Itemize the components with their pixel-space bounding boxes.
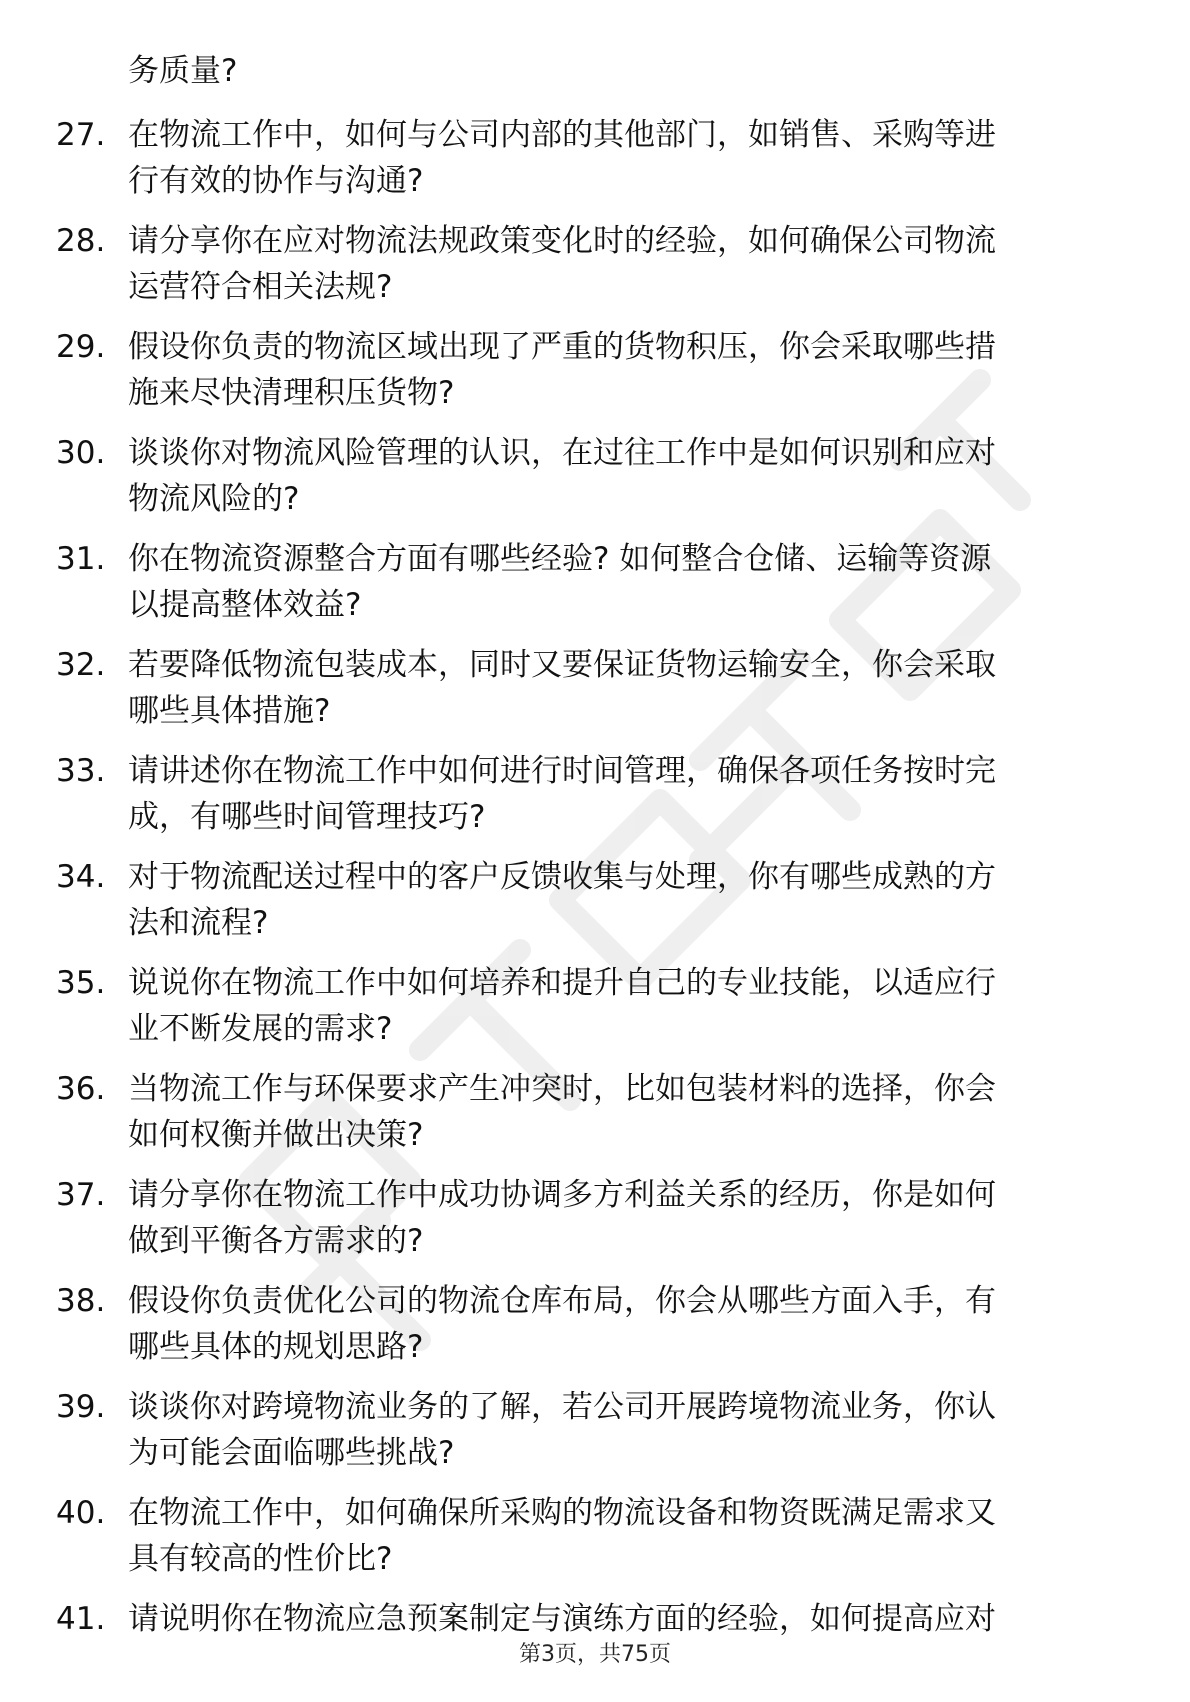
- question-text: [128, 218, 1128, 310]
- question-line: 说说你在物流工作中如何培养和提升自己的专业技能，以适应行: [128, 965, 996, 1001]
- question-item: [0, 1172, 1190, 1278]
- question-number: 32.: [56, 647, 106, 683]
- question-number: 33.: [56, 753, 106, 789]
- question-item: [0, 536, 1190, 642]
- question-text: [128, 642, 1128, 734]
- question-line: 假设你负责优化公司的物流仓库布局，你会从哪些方面入手，有: [128, 1283, 996, 1319]
- question-number: 27.: [56, 117, 106, 153]
- continuation-text: 务质量?: [128, 53, 238, 89]
- question-item: [0, 112, 1190, 218]
- question-text: [128, 1596, 1128, 1642]
- question-line: 请说明你在物流应急预案制定与演练方面的经验，如何提高应对: [128, 1601, 996, 1637]
- question-line: 法和流程?: [128, 905, 269, 941]
- question-text: [128, 854, 1128, 946]
- question-text: [128, 1066, 1128, 1158]
- question-number: 28.: [56, 223, 106, 259]
- question-number: 37.: [56, 1177, 106, 1213]
- question-line: 在物流工作中，如何与公司内部的其他部门，如销售、采购等进: [128, 117, 996, 153]
- question-text: [128, 112, 1128, 204]
- question-text: [128, 536, 1128, 628]
- question-number: 31.: [56, 541, 106, 577]
- question-line: 请讲述你在物流工作中如何进行时间管理，确保各项任务按时完: [128, 753, 996, 789]
- question-line: 假设你负责的物流区域出现了严重的货物积压，你会采取哪些措: [128, 329, 996, 365]
- question-line: 请分享你在物流工作中成功协调多方利益关系的经历，你是如何: [128, 1177, 996, 1213]
- question-item: [0, 748, 1190, 854]
- question-text: [128, 1384, 1128, 1476]
- question-item: [0, 324, 1190, 430]
- question-line: 如何权衡并做出决策?: [128, 1117, 424, 1153]
- question-line: 谈谈你对跨境物流业务的了解，若公司开展跨境物流业务，你认: [128, 1389, 996, 1425]
- question-text: [128, 1172, 1128, 1264]
- question-line: 你在物流资源整合方面有哪些经验? 如何整合仓储、运输等资源: [128, 541, 992, 577]
- question-item: [0, 854, 1190, 960]
- question-number: 29.: [56, 329, 106, 365]
- question-text: [128, 324, 1128, 416]
- question-line: 哪些具体措施?: [128, 693, 331, 729]
- question-text: [128, 1278, 1128, 1370]
- question-line: 业不断发展的需求?: [128, 1011, 393, 1047]
- question-line: 为可能会面临哪些挑战?: [128, 1435, 455, 1471]
- question-number: 34.: [56, 859, 106, 895]
- question-line: 哪些具体的规划思路?: [128, 1329, 424, 1365]
- question-item: [0, 960, 1190, 1066]
- question-item: [0, 642, 1190, 748]
- question-item: [0, 1278, 1190, 1384]
- question-line: 请分享你在应对物流法规政策变化时的经验，如何确保公司物流: [128, 223, 996, 259]
- question-text: [128, 430, 1128, 522]
- question-line: 做到平衡各方需求的?: [128, 1223, 424, 1259]
- question-line: 物流风险的?: [128, 481, 300, 517]
- question-item: [0, 1384, 1190, 1490]
- question-number: 38.: [56, 1283, 106, 1319]
- question-line: 在物流工作中，如何确保所采购的物流设备和物资既满足需求又: [128, 1495, 996, 1531]
- question-number: 36.: [56, 1071, 106, 1107]
- question-line: 若要降低物流包装成本，同时又要保证货物运输安全，你会采取: [128, 647, 996, 683]
- question-text: [128, 748, 1128, 840]
- question-line: 行有效的协作与沟通?: [128, 163, 424, 199]
- question-text: [128, 960, 1128, 1052]
- question-line: 施来尽快清理积压货物?: [128, 375, 455, 411]
- question-item: [0, 218, 1190, 324]
- question-line: 运营符合相关法规?: [128, 269, 393, 305]
- question-line: 成，有哪些时间管理技巧?: [128, 799, 486, 835]
- question-item: [0, 430, 1190, 536]
- question-number: 41.: [56, 1601, 106, 1637]
- question-number: 40.: [56, 1495, 106, 1531]
- question-line: 谈谈你对物流风险管理的认识，在过往工作中是如何识别和应对: [128, 435, 996, 471]
- question-line: 当物流工作与环保要求产生冲突时，比如包装材料的选择，你会: [128, 1071, 996, 1107]
- question-line: 对于物流配送过程中的客户反馈收集与处理，你有哪些成熟的方: [128, 859, 996, 895]
- question-item: [0, 1490, 1190, 1596]
- question-item: [0, 1066, 1190, 1172]
- question-number: 39.: [56, 1389, 106, 1425]
- question-text: [128, 1490, 1128, 1582]
- question-number: 30.: [56, 435, 106, 471]
- page-footer: 第3页，共75页: [519, 1642, 671, 1667]
- question-line: 具有较高的性价比?: [128, 1541, 393, 1577]
- question-list: [0, 112, 1190, 1702]
- question-line: 以提高整体效益?: [128, 587, 362, 623]
- question-number: 35.: [56, 965, 106, 1001]
